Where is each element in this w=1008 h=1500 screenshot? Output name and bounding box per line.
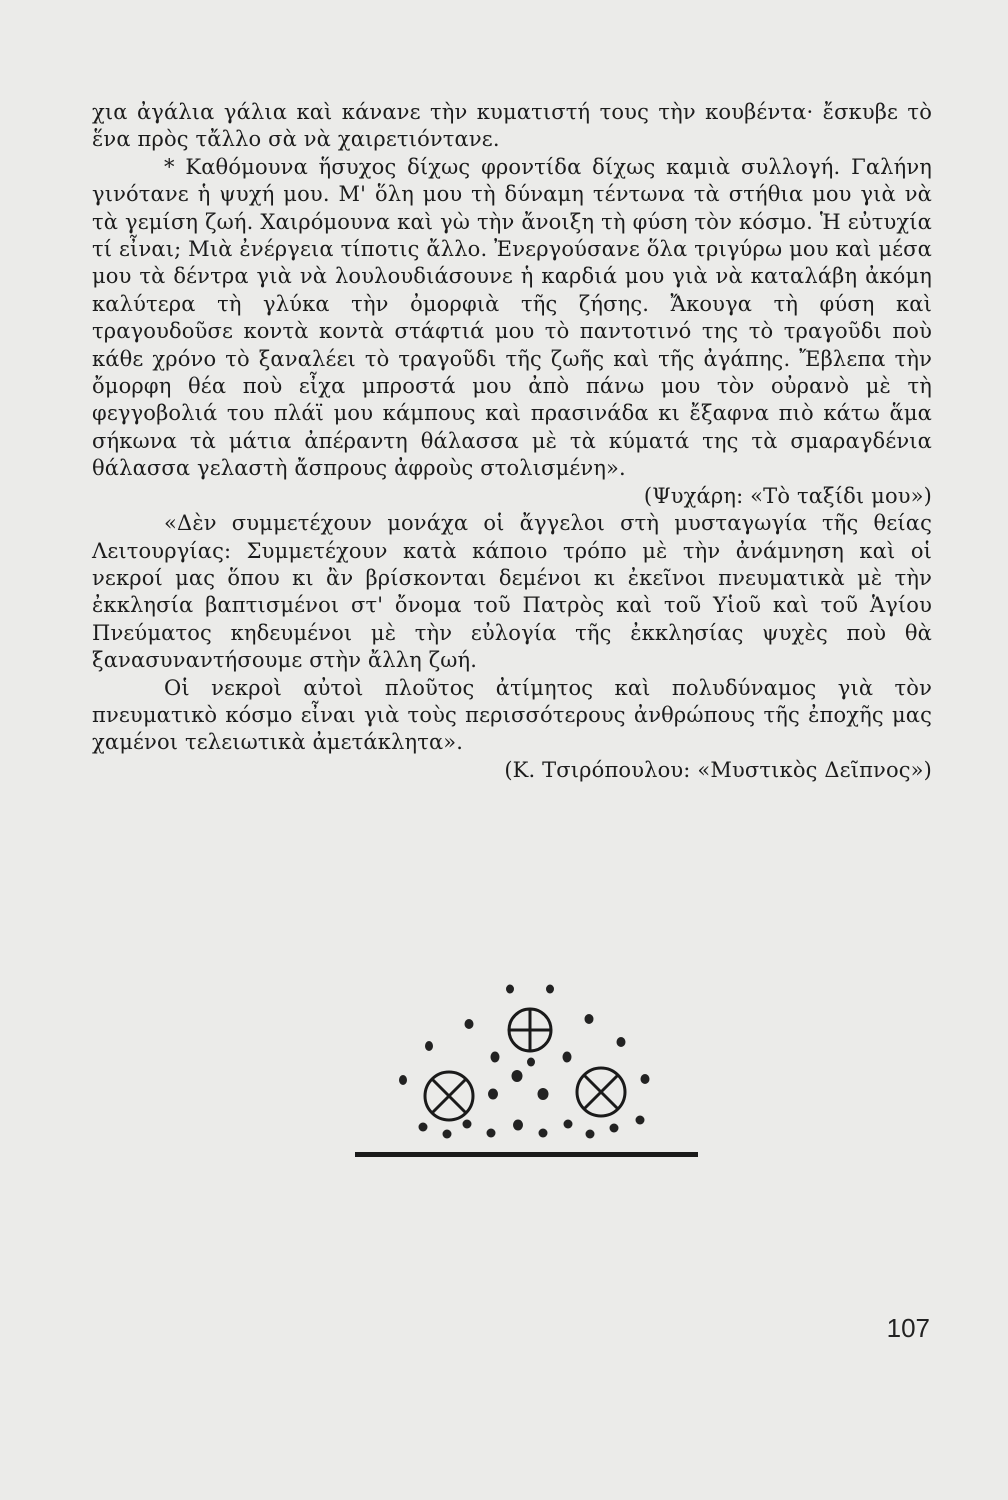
body-text [92,99,932,784]
page-number: 107 [886,1313,930,1343]
prosphora-diagram-icon [355,968,705,1168]
paragraph-1: χια ἀγάλια γάλια καὶ κάνανε τὴν κυματιστή τους τὴν κουβέντα· ἔσκυβε τὸ ἕνα πρὸς τἄλλο σὰ νὰ χαιρετιόντανε. [92,100,932,152]
base-line [355,1152,698,1157]
source-citation-2: (Κ. Τσιρόπουλου: «Μυστικὸς Δεῖπνος») [504,757,932,782]
paragraph-4: Οἱ νεκροὶ αὐτοὶ πλοῦτος ἀτίμητος καὶ πολυδύναμος γιὰ τὸν πνευματικὸ κόσμο εἶναι γιὰ τοὺς περισσότερους ἀνθρώπους τῆς ἐποχῆς μας χαμένοι τελειωτικὰ ἀμετάκλητα». [92,675,932,755]
paragraph-3: «Δὲν συμμετέχουν μονάχα οἱ ἄγγελοι στὴ μυσταγωγία τῆς θείας Λειτουργίας: Συμμετέχουν κατὰ κάποιο τρόπο μὲ τὴν ἀνάμνηση καὶ οἱ νεκροί μας ὅπου κι ἂν βρίσκονται δεμένοι κι ἐκεῖνοι πνευματικὰ μὲ τὴν ἐκκλησία βαπτισμένοι στ' ὄνομα τοῦ Πατρὸς καὶ τοῦ Υἱοῦ καὶ τοῦ Ἁγίου Πνεύματος κηδευμένοι μὲ τὴν εὐλογία τῆς ἐκκλησίας ψυχὲς ποὺ θὰ ξανασυναντήσουμε στὴν ἄλλη ζωή. [92,511,932,673]
paragraph-2: * Καθόμουνα ἥσυχος δίχως φροντίδα δίχως καμιὰ συλλογή. Γαλήνη γινότανε ἡ ψυχή μου. Μ' ὅλη μου τὴ δύναμη τέντωνα τὰ στήθια μου γιὰ νὰ τὰ γεμίση ζωή. Χαιρόμουνα καὶ γὼ τὴν ἄνοιξη τὴ φύση τὸν κόσμο. Ἡ εὐτυχία τί εἶναι; Μιὰ ἐνέργεια τίποτις ἄλλο. Ἐνεργούσανε ὅλα τριγύρω μου καὶ μέσα μου τὰ δέντρα γιὰ νὰ λουλουδιάσουνε ἡ καρδιά μου γιὰ νὰ καταλάβη ἀκόμη καλύτερα τὴ γλύκα τὴν ὀμορφιὰ τῆς ζήσης. Ἄκουγα τὴ φύση καὶ τραγουδοῦσε κοντὰ κοντὰ στάφτιά μου τὸ παντοτινό της τὸ τραγοῦδι ποὺ κάθε χρόνο τὸ ξαναλέει τὸ τραγοῦδι τῆς ζωῆς καὶ τῆς ἀγάπης. Ἔβλεπα τὴν ὄμορφη θέα ποὺ εἶχα μπροστά μου ἀπὸ πάνω μου τὸν οὐρανὸ μὲ τὴ φεγγοβολιά του πλάϊ μου κάμπους καὶ πρασινάδα κι ἔξαφνα πιὸ κάτω ἅμα σήκωνα τὰ μάτια ἀπέραντη θάλασσα μὲ τὰ κύματά της τὰ σμαραγδένια θάλασσα γελαστὴ ἄσπρους ἀφροὺς στολισμένη». [92,154,932,481]
source-citation-1: (Ψυχάρη: «Τὸ ταξίδι μου») [643,483,932,508]
